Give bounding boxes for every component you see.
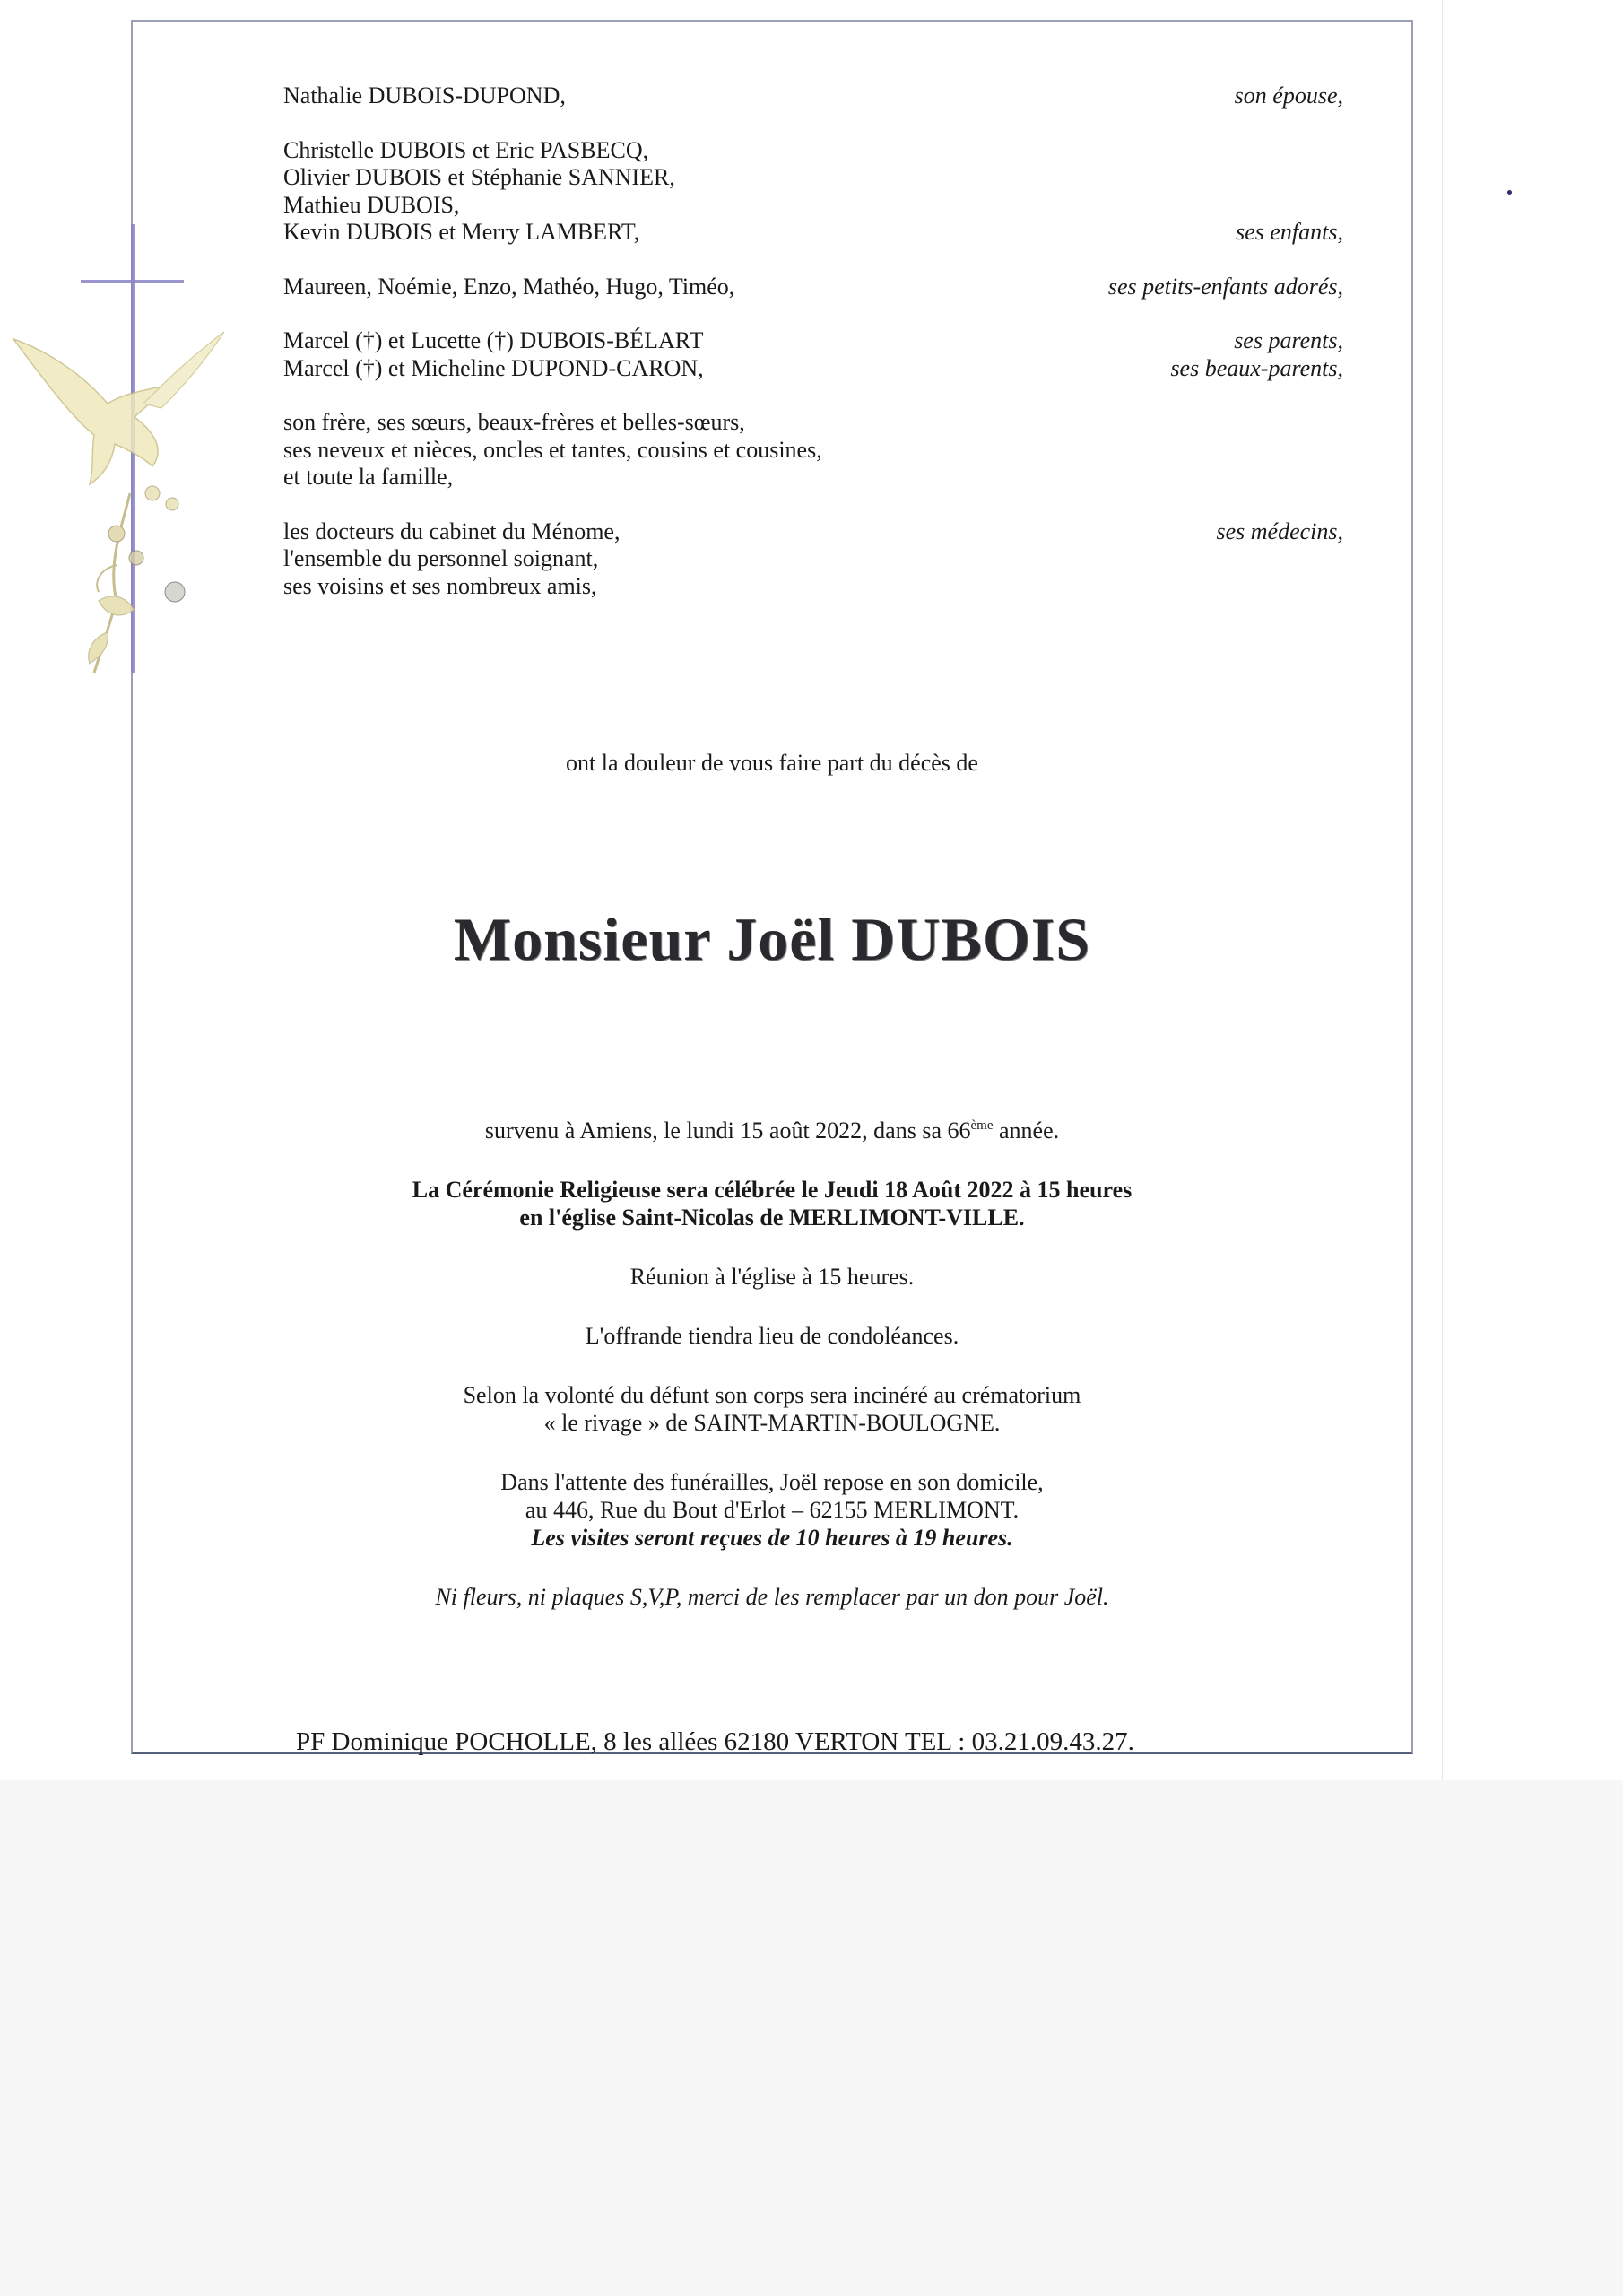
family-row-relatives xyxy=(283,409,1343,491)
dove-icon xyxy=(13,332,224,484)
deceased-name: Monsieur Joël DUBOIS xyxy=(453,905,1091,973)
relatives-line: son frère, ses sœurs, beaux-frères et belles-sœurs, xyxy=(283,409,745,435)
intro-line: ont la douleur de vous faire part du décès de xyxy=(566,750,978,776)
parents-names: Marcel (†) et Lucette (†) DUBOIS-BÉLART xyxy=(283,327,704,353)
doctors-names xyxy=(283,518,620,601)
child-line: Kevin DUBOIS et Merry LAMBERT, xyxy=(283,219,640,245)
child-line: Olivier DUBOIS et Stéphanie SANNIER, xyxy=(283,164,675,190)
scan-bottom-area xyxy=(0,1780,1623,2296)
death-prefix: survenu à Amiens, le lundi 15 août 2022, dans sa 66 xyxy=(484,1118,971,1144)
funeral-home-footer: PF Dominique POCHOLLE, 8 les allées 62180 VERTON TEL : 03.21.09.43.27. xyxy=(296,1727,1134,1756)
death-sup: ème xyxy=(970,1118,994,1133)
parents-in-law-names: Marcel (†) et Micheline DUPOND-CARON, xyxy=(283,354,704,381)
parents-in-law-role: ses beaux-parents, xyxy=(1170,354,1343,381)
rest-line-1: Dans l'attente des funérailles, Joël repose en son domicile, xyxy=(500,1469,1044,1495)
cremation-line-2: « le rivage » de SAINT-MARTIN-BOULOGNE. xyxy=(543,1410,1001,1436)
grandchildren-role: ses petits-enfants adorés, xyxy=(1107,273,1343,300)
family-row-children xyxy=(283,137,1343,247)
family-row-grandchildren xyxy=(283,274,1343,301)
doctors-role: ses médecins, xyxy=(1216,517,1343,544)
ceremony-paragraph xyxy=(131,1176,1413,1231)
scan-speck xyxy=(1507,190,1512,195)
doctors-line: les docteurs du cabinet du Ménome, xyxy=(283,517,621,544)
flower-spray-icon xyxy=(89,486,185,673)
offering-line: L'offrande tiendra lieu de condoléances. xyxy=(585,1323,959,1349)
ceremony-line-1: La Cérémonie Religieuse sera célébrée le Jeudi 18 Août 2022 à 15 heures xyxy=(412,1177,1133,1203)
parents-role: ses parents, xyxy=(1234,327,1343,353)
grandchildren-names: Maureen, Noémie, Enzo, Mathéo, Hugo, Timéo, xyxy=(283,273,735,300)
doctors-line: l'ensemble du personnel soignant, xyxy=(283,545,599,571)
relatives-names xyxy=(283,409,822,491)
children-names xyxy=(283,137,675,247)
page-edge-rule xyxy=(1442,0,1443,1780)
family-row-spouse xyxy=(283,83,1343,110)
relatives-line: ses neveux et nièces, oncles et tantes, cousins et cousines, xyxy=(283,436,822,463)
cremation-paragraph xyxy=(131,1381,1413,1437)
death-suffix: année. xyxy=(993,1118,1060,1144)
rest-paragraph xyxy=(131,1468,1413,1552)
family-row-doctors xyxy=(283,518,1343,601)
family-list xyxy=(283,83,1343,600)
cremation-line-1: Selon la volonté du défunt son corps sera incinéré au crématorium xyxy=(463,1382,1081,1408)
spouse-name: Nathalie DUBOIS-DUPOND, xyxy=(283,83,566,109)
reunion-line: Réunion à l'église à 15 heures. xyxy=(629,1264,915,1290)
children-role: ses enfants, xyxy=(1236,219,1343,245)
relatives-line: et toute la famille, xyxy=(283,464,454,490)
flowers-line: Ni fleurs, ni plaques S,V,P, merci de les remplacer par un don pour Joël. xyxy=(435,1584,1109,1610)
death-line xyxy=(131,1117,1413,1144)
child-line: Christelle DUBOIS et Eric PASBECQ, xyxy=(283,136,649,163)
spouse-role: son épouse, xyxy=(1234,83,1343,109)
cross-dove-ornament xyxy=(9,224,233,682)
visits-line: Les visites seront reçues de 10 heures à 19 heures. xyxy=(531,1525,1013,1551)
doctors-line: ses voisins et ses nombreux amis, xyxy=(283,572,597,599)
family-row-parents-in-law xyxy=(283,355,1343,383)
family-row-parents xyxy=(283,327,1343,355)
child-line: Mathieu DUBOIS, xyxy=(283,191,460,218)
details-block xyxy=(131,1117,1413,1642)
rest-line-2: au 446, Rue du Bout d'Erlot – 62155 MERLIMONT. xyxy=(525,1497,1020,1523)
ceremony-line-2: en l'église Saint-Nicolas de MERLIMONT-VILLE. xyxy=(519,1205,1025,1231)
